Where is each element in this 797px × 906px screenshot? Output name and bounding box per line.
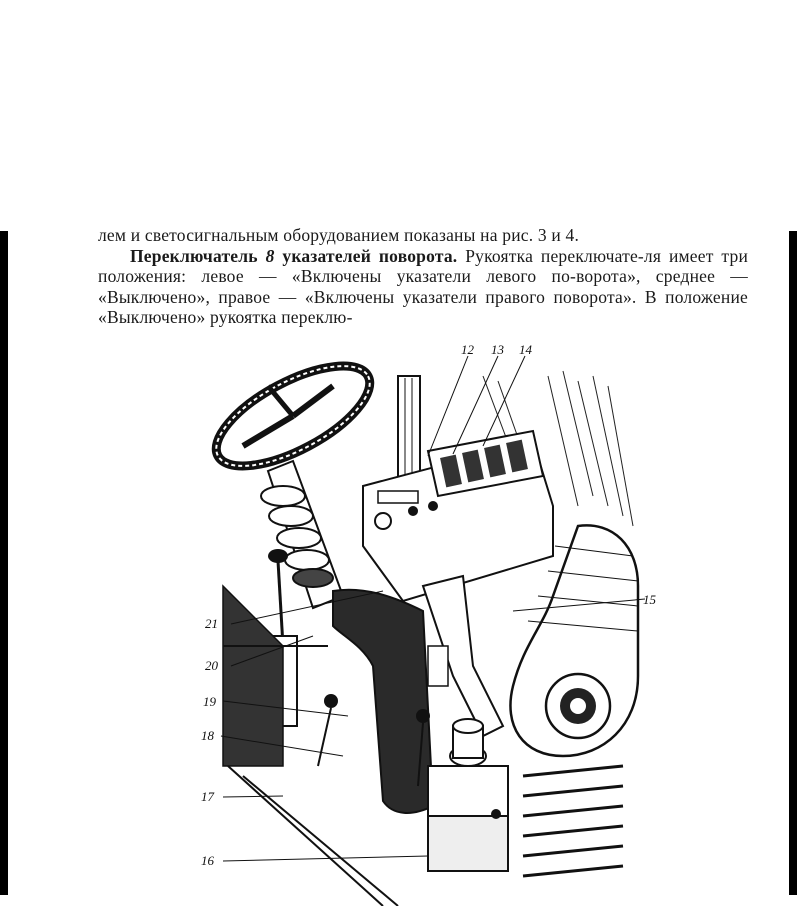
callout-17: 17 [201, 789, 214, 804]
callout-18: 18 [201, 728, 214, 743]
paragraph-text: Рукоятка переключате-ля имеет три положения: левое — «Включены указатели левого по-ворота», среднее — «Выключено», правое — «Включены указатели правого поворота». В положение «Выключено» рукоятка переклю- [98, 245, 749, 327]
paragraph-heading: Переключатель [130, 245, 258, 266]
callout-15: 15 [643, 592, 656, 607]
scanned-page [8, 225, 789, 895]
paragraph [98, 246, 748, 328]
callout-20: 20 [205, 658, 218, 673]
lower-unit [428, 719, 508, 871]
dashboard-panel [363, 431, 553, 601]
steering-column [261, 461, 343, 608]
text-line-cut: лем и светосигнальным оборудованием показаны на рис. 3 и 4. [98, 225, 580, 245]
callout-14: 14 [519, 342, 532, 357]
callout-16: 16 [201, 853, 214, 868]
cab-illustration [183, 342, 656, 906]
scan-edge-left [0, 231, 8, 895]
blank-area [0, 0, 797, 231]
scan-edge-right [789, 231, 797, 895]
callout-21: 21 [205, 616, 218, 631]
paragraph-heading-number: 8 [265, 245, 275, 266]
callout-12: 12 [461, 342, 474, 357]
paragraph-heading-rest: указателей поворота. [282, 245, 458, 266]
body-text [98, 225, 748, 328]
callout-19: 19 [203, 694, 216, 709]
radiator-grill [523, 766, 623, 876]
figure-cab-controls [183, 342, 656, 906]
callout-13: 13 [491, 342, 504, 357]
